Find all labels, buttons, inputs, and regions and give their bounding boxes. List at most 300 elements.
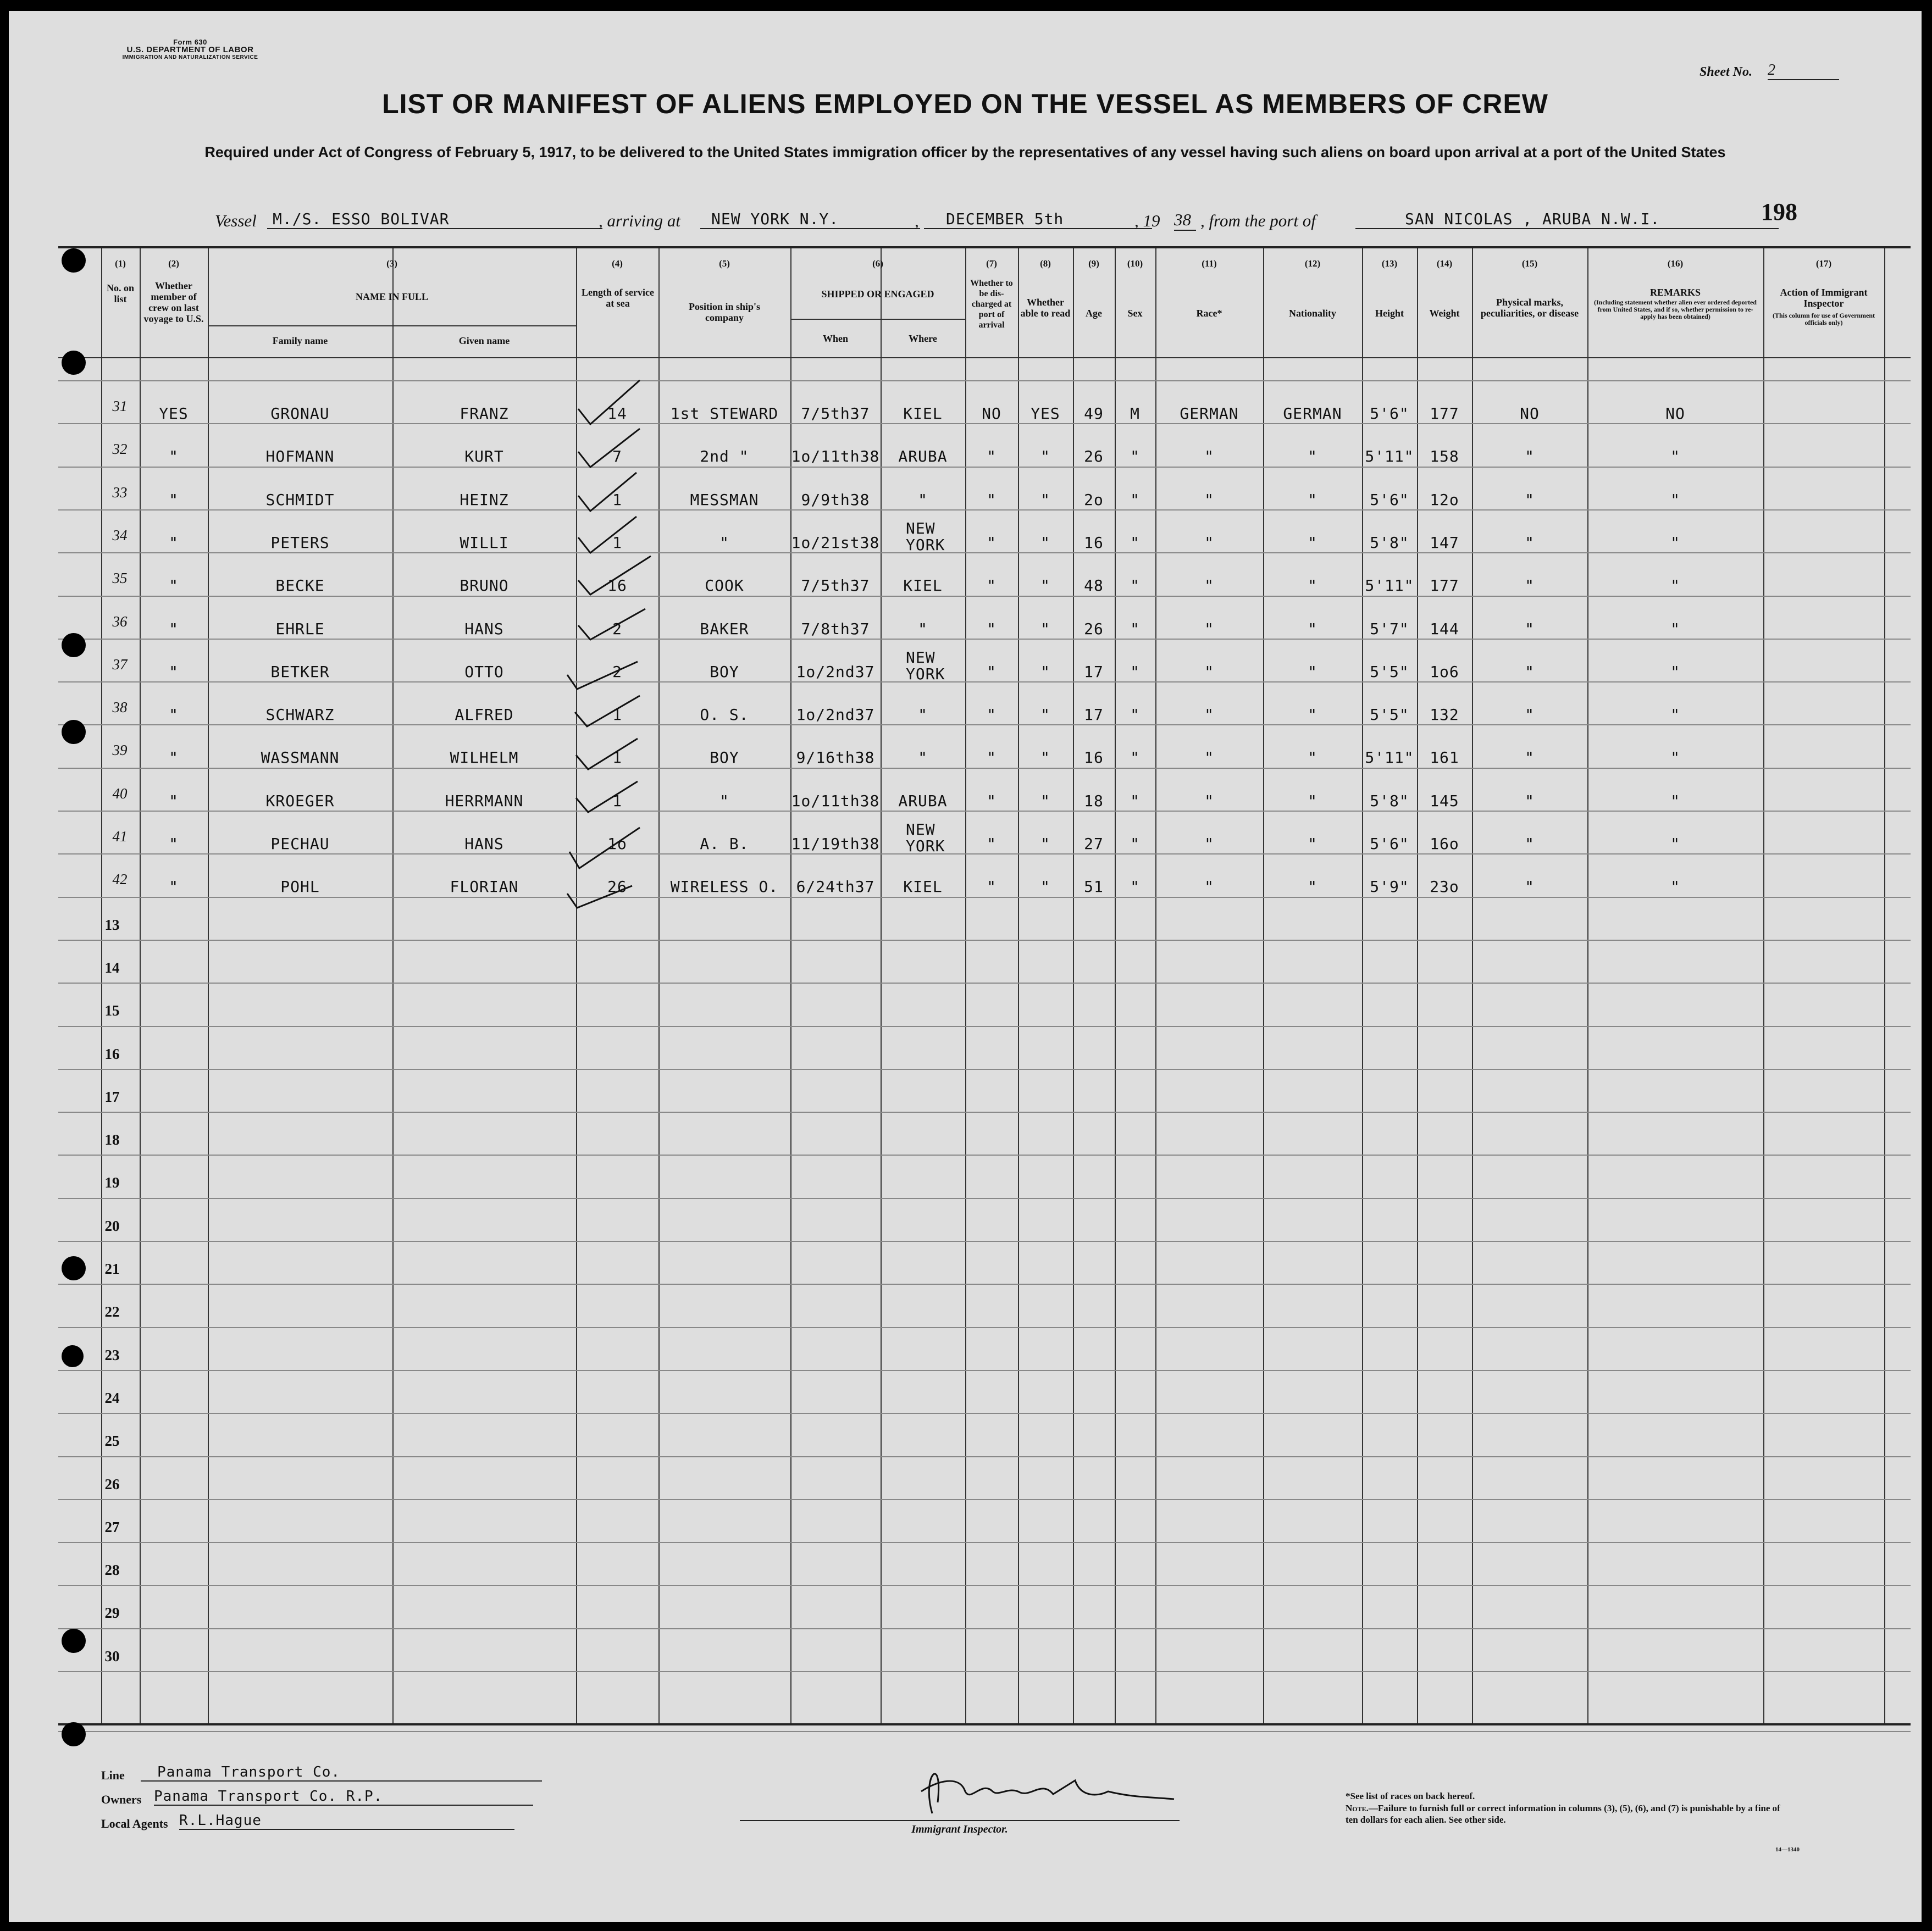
cell-given: HEINZ [460, 491, 509, 509]
cell-race: " [1204, 534, 1214, 552]
cell-height: 5'9" [1370, 878, 1409, 896]
manifest-sheet: Form 630 U.S. DEPARTMENT OF LABOR IMMIGRATION AND NATURALIZATION SERVICE Sheet No. 2 LIST OR MANIFEST OF ALIENS EMPLOYED ON THE VESSEL AS MEMBERS OF CREW Required under Act of Congress of February 5, 1917, to be delivered to the United States immigration officer by the representatives of any vessel having such aliens on board upon arrival at a port of the United States Vessel M./S. ESSO BOLIVAR , arriving at NEW YORK N.Y. , DECEMBER 5th , 19 38 , from the port of SAN NICOLAS , ARUBA N.W.I. 198 (1) No. on list (2) Whether member of crew on last voyage to U.S. (3) NAME IN FULL Family name Given name (4) Length of service at sea (5) Position in ship's company (6) SHIPPED OR ENGAGED When Where (7) Whether to be dis-charged at port of arrival (8) Whether able to read (9) Age (10) Sex (11) Race* (12) Nationality (13) Height (14) Weight (15) Physical marks, peculiarities, or disease (16) REMARKS (Including statement whether alien ever ordered deported from United States, and if so, whether permission to re-apply has been obtained) (17) Action of Immigrant Inspector (This column for use of Government officials only) 31 YES GRONAU FRANZ 14 1st STEWARD 7/5th37 KIEL NO YES 49 M GERMAN GERMAN 5'6" 177 NO NO 32 " HOFMANN KURT 7 2nd " 1o/11th38 ARUBA " " 26 " " " 5'11" 158 " " 33 " SCHMIDT HEINZ 1 MESSMAN 9/9th38 " " " 2o " " " 5'6" 12o " " 34 " PETERS WILLI 1 " 1o/21st38 NEW YORK " " 16 " " " 5'8" 147 " " 35 " BECKE BRUNO 16 COOK 7/5th37 KIEL " " 48 " " " 5'11" 177 " " 36 " EHRLE HANS 2 BAKER 7/8th37 " " " 26 " " " 5'7" 144 " " 37 " BETKER OTTO 2 BOY 1o/2nd37 NEW YORK " " 17 " " " 5'5" 1o6 " " 38 " SCHWARZ ALFRED 1 O. S. 1o/2nd37 " " " 17 " " " 5'5" 132 " " 39 " WASSMANN WILHELM 1 BOY 9/16th38 " " " 16 " " " 5'11" 161 " " 40 " KROEGER HERRMANN 1 " 1o/11th38 ARUBA " " 18 " " " 5'8" 145 " " 41 " PECHAU HANS 1o A. B. 11/19th38 NEW YORK " " 27 " " " 5'6" 16o " " 42 " POHL FLORIAN 26 WIRELESS O. 6/24th37 KIEL " " 51 " " " 5'9" 23o " " 13 14 15 16 17 18 19 20 21 22 23 24 25 26 27 28 29 30 Line Panama Transport Co. Owners Panama Transport Co. R.P. Local Agents R.L.Hague Immigrant Inspector. *See list of races on back hereof. Note.—Failure to furnish full or correct information in columns (3), (5), (6), and (7) is punishable by a fine of ten dollars for each alien. See other side. 14—1340 [9, 11, 1922, 1922]
arrival-date: DECEMBER 5th [924, 210, 1152, 229]
line-company: Panama Transport Co. [141, 1764, 542, 1782]
cell-discharged: " [987, 534, 997, 552]
cell-discharged: " [987, 835, 997, 853]
cell-prev: " [169, 706, 179, 724]
line-label: Line [101, 1768, 125, 1782]
arrival-port: NEW YORK N.Y. [700, 210, 920, 229]
cell-height: 5'8" [1370, 534, 1409, 552]
cell-discharged: " [987, 792, 997, 810]
col-header-remarks-note: (Including statement whether alien ever ordered deported from United States, and if so, whether permission to re-apply has been obtained) [1594, 298, 1757, 320]
cell-position: BOY [710, 663, 739, 681]
cell-when: 9/9th38 [801, 491, 870, 509]
row-number: 32 [112, 441, 128, 457]
cell-age: 18 [1084, 792, 1104, 810]
cell-height: 5'11" [1365, 576, 1414, 595]
cell-nationality: " [1308, 835, 1317, 853]
col14-number: (14) [1436, 258, 1453, 269]
cell-service: 1 [612, 792, 622, 810]
cell-where: " [918, 491, 928, 509]
cell-when: 7/5th37 [801, 576, 870, 595]
departure-port: SAN NICOLAS , ARUBA N.W.I. [1355, 210, 1779, 229]
cell-discharged: " [987, 491, 997, 509]
cell-sex: " [1130, 447, 1140, 465]
cell-nationality: " [1308, 663, 1317, 681]
cell-age: 17 [1084, 663, 1104, 681]
local-agents-label: Local Agents [101, 1817, 168, 1830]
cell-weight: 145 [1430, 792, 1459, 810]
cell-sex: " [1130, 706, 1140, 724]
inspector-label: Immigrant Inspector. [911, 1823, 1008, 1835]
form-number: Form 630 [173, 38, 207, 46]
col-header-read: Whether able to read [1020, 297, 1071, 319]
cell-weight: 1o6 [1430, 663, 1459, 681]
cell-family: KROEGER [265, 792, 335, 810]
arriving-label: , arriving at [599, 211, 680, 230]
cell-prev: " [169, 748, 179, 767]
punch-hole [62, 720, 86, 744]
cell-where: KIEL [903, 878, 943, 896]
empty-row-number: 30 [104, 1648, 120, 1664]
empty-row-number: 18 [104, 1131, 120, 1148]
cell-remarks: NO [1665, 404, 1685, 423]
cell-when: 1o/21st38 [791, 534, 880, 552]
cell-given: ALFRED [455, 706, 514, 724]
cell-where: " [918, 706, 928, 724]
cell-weight: 177 [1430, 404, 1459, 423]
cell-given: KURT [464, 447, 504, 465]
cell-marks: " [1525, 792, 1535, 810]
row-number: 41 [112, 828, 128, 845]
cell-race: " [1204, 576, 1214, 595]
cell-nationality: " [1308, 447, 1317, 465]
cell-read: " [1040, 663, 1050, 681]
punch-hole [62, 248, 86, 273]
col-header-weight: Weight [1429, 308, 1460, 319]
row-number: 35 [112, 570, 128, 586]
cell-height: 5'11" [1365, 447, 1414, 465]
cell-marks: NO [1520, 404, 1540, 423]
empty-row-number: 29 [104, 1605, 120, 1621]
cell-height: 5'6" [1370, 835, 1409, 853]
cell-discharged: " [987, 706, 997, 724]
row-number: 42 [112, 871, 128, 887]
cell-service: 1 [612, 748, 622, 767]
cell-position: 2nd " [700, 447, 749, 465]
cell-read: " [1040, 447, 1050, 465]
cell-service: 26 [607, 878, 627, 896]
cell-height: 5'7" [1370, 620, 1409, 638]
cell-marks: " [1525, 447, 1535, 465]
row-number: 34 [112, 527, 128, 543]
cell-discharged: " [987, 620, 997, 638]
punch-hole [62, 351, 86, 375]
cell-service: 2 [612, 620, 622, 638]
cell-remarks: " [1670, 835, 1680, 853]
cell-sex: M [1130, 404, 1140, 423]
cell-service: 1 [612, 706, 622, 724]
note-text: —Failure to furnish full or correct information in columns (3), (5), (6), and (7) is punishable by a fine of ten dollars for each alien. See other side. [1346, 1803, 1780, 1825]
col-header-sex: Sex [1127, 308, 1143, 319]
row-number: 38 [112, 699, 128, 715]
vessel-label: Vessel [215, 211, 257, 230]
cell-marks: " [1525, 620, 1535, 638]
cell-read: " [1040, 534, 1050, 552]
col-header-physical-marks: Physical marks, peculiarities, or disease [1480, 297, 1579, 319]
cell-discharged: " [987, 878, 997, 896]
cell-position: A. B. [700, 835, 749, 853]
cell-read: " [1040, 706, 1050, 724]
cell-remarks: " [1670, 748, 1680, 767]
cell-sex: " [1130, 663, 1140, 681]
cell-sex: " [1130, 748, 1140, 767]
cell-family: GRONAU [270, 404, 330, 423]
cell-weight: 132 [1430, 706, 1459, 724]
cell-height: 5'8" [1370, 792, 1409, 810]
cell-remarks: " [1670, 620, 1680, 638]
cell-age: 16 [1084, 534, 1104, 552]
cell-family: HOFMANN [265, 447, 335, 465]
cell-when: 1o/11th38 [791, 792, 880, 810]
cell-sex: " [1130, 620, 1140, 638]
cell-age: 26 [1084, 447, 1104, 465]
cell-when: 6/24th37 [796, 878, 875, 896]
row-number: 39 [112, 742, 128, 758]
punch-hole [62, 1345, 84, 1367]
cell-service: 1 [612, 491, 622, 509]
col15-number: (15) [1521, 258, 1538, 269]
cell-when: 1o/11th38 [791, 447, 880, 465]
col12-number: (12) [1304, 258, 1321, 269]
cell-remarks: " [1670, 576, 1680, 595]
service-checkmarks [9, 11, 1922, 1922]
cell-nationality: " [1308, 792, 1317, 810]
cell-height: 5'6" [1370, 491, 1409, 509]
cell-family: WASSMANN [261, 748, 340, 767]
cell-nationality: " [1308, 491, 1317, 509]
col13-number: (13) [1381, 258, 1398, 269]
cell-service: 14 [607, 404, 627, 423]
cell-race: " [1204, 792, 1214, 810]
cell-nationality: " [1308, 878, 1317, 896]
punch-hole [62, 633, 86, 657]
cell-where: KIEL [903, 404, 943, 423]
col-header-inspector-action: Action of Immigrant Inspector [1780, 287, 1868, 309]
cell-marks: " [1525, 706, 1535, 724]
cell-race: GERMAN [1180, 404, 1239, 423]
cell-nationality: " [1308, 706, 1317, 724]
cell-service: 7 [612, 447, 622, 465]
cell-nationality: " [1308, 534, 1317, 552]
cell-service: 2 [612, 663, 622, 681]
form-subtitle: Required under Act of Congress of February 5, 1917, to be delivered to the United States immigration officer by the representatives of any vessel having such aliens on board upon arrival at a port of the United States [204, 144, 1726, 160]
cell-given: WILLI [460, 534, 509, 552]
cell-remarks: " [1670, 878, 1680, 896]
cell-prev: " [169, 491, 179, 509]
cell-family: BETKER [270, 663, 330, 681]
cell-sex: " [1130, 878, 1140, 896]
cell-read: " [1040, 835, 1050, 853]
cell-remarks: " [1670, 706, 1680, 724]
cell-sex: " [1130, 534, 1140, 552]
col10-number: (10) [1127, 258, 1143, 269]
cell-weight: 158 [1430, 447, 1459, 465]
cell-weight: 144 [1430, 620, 1459, 638]
cell-race: " [1204, 878, 1214, 896]
col-header-position: Position in ship's company [688, 301, 761, 323]
cell-prev: " [169, 792, 179, 810]
row-number: 33 [112, 484, 128, 501]
owners-label: Owners [101, 1793, 142, 1806]
cell-when: 7/8th37 [801, 620, 870, 638]
failure-note [1346, 1802, 1785, 1825]
empty-row-number: 23 [104, 1347, 120, 1363]
col-header-when: When [822, 333, 848, 344]
cell-prev: " [169, 878, 179, 896]
cell-race: " [1204, 447, 1214, 465]
empty-row-number: 15 [104, 1002, 120, 1019]
cell-age: 48 [1084, 576, 1104, 595]
cell-prev: " [169, 835, 179, 853]
cell-read: " [1040, 748, 1050, 767]
cell-remarks: " [1670, 792, 1680, 810]
cell-position: " [719, 792, 729, 810]
col5-number: (5) [719, 258, 730, 269]
cell-sex: " [1130, 835, 1140, 853]
col3-number: (3) [386, 258, 397, 269]
cell-when: 11/19th38 [791, 835, 880, 853]
cell-read: YES [1031, 404, 1060, 423]
col-header-list-number: No. on list [106, 282, 134, 304]
cell-position: WIRELESS O. [670, 878, 779, 896]
empty-row-number: 28 [104, 1562, 120, 1578]
cell-family: BECKE [275, 576, 325, 595]
cell-age: 2o [1084, 491, 1104, 509]
cell-given: HANS [464, 620, 504, 638]
col17-number: (17) [1815, 258, 1832, 269]
punch-hole [62, 1629, 86, 1653]
cell-read: " [1040, 576, 1050, 595]
punch-hole [62, 1256, 86, 1280]
cell-position: O. S. [700, 706, 749, 724]
col8-number: (8) [1040, 258, 1051, 269]
cell-remarks: " [1670, 663, 1680, 681]
cell-when: 9/16th38 [796, 748, 875, 767]
cell-prev: " [169, 620, 179, 638]
col9-number: (9) [1088, 258, 1099, 269]
from-port-label: , from the port of [1200, 211, 1316, 230]
cell-when: 1o/2nd37 [796, 706, 875, 724]
cell-age: 49 [1084, 404, 1104, 423]
year-prefix: , 19 [1134, 211, 1160, 230]
cell-discharged: " [987, 748, 997, 767]
local-agents: R.L.Hague [179, 1812, 514, 1830]
owners-company: Panama Transport Co. R.P. [154, 1788, 533, 1806]
sheet-number: 2 [1768, 62, 1839, 80]
col-header-nationality: Nationality [1288, 308, 1336, 319]
empty-row-number: 20 [104, 1218, 120, 1234]
cell-weight: 12o [1430, 491, 1459, 509]
note-label: Note. [1346, 1803, 1369, 1813]
col11-number: (11) [1202, 258, 1217, 269]
cell-where: KIEL [903, 576, 943, 595]
cell-nationality: " [1308, 620, 1317, 638]
cell-prev: " [169, 534, 179, 552]
col1-number: (1) [115, 258, 126, 269]
empty-row-number: 21 [104, 1261, 120, 1277]
cell-position: MESSMAN [690, 491, 759, 509]
cell-age: 51 [1084, 878, 1104, 896]
cell-discharged: " [987, 663, 997, 681]
cell-height: 5'5" [1370, 663, 1409, 681]
cell-position: COOK [705, 576, 744, 595]
empty-row-number: 16 [104, 1046, 120, 1062]
cell-sex: " [1130, 491, 1140, 509]
cell-position: 1st STEWARD [670, 404, 779, 423]
cell-given: WILHELM [450, 748, 519, 767]
cell-race: " [1204, 748, 1214, 767]
empty-row-number: 13 [104, 917, 120, 933]
cell-race: " [1204, 491, 1214, 509]
cell-age: 26 [1084, 620, 1104, 638]
service: IMMIGRATION AND NATURALIZATION SERVICE [122, 54, 258, 60]
cell-given: HERRMANN [445, 792, 524, 810]
cell-race: " [1204, 706, 1214, 724]
cell-family: PETERS [270, 534, 330, 552]
cell-when: 1o/2nd37 [796, 663, 875, 681]
cell-weight: 161 [1430, 748, 1459, 767]
cell-height: 5'5" [1370, 706, 1409, 724]
empty-row-number: 26 [104, 1476, 120, 1492]
cell-height: 5'6" [1370, 404, 1409, 423]
cell-discharged: " [987, 576, 997, 595]
cell-sex: " [1130, 792, 1140, 810]
empty-row-number: 19 [104, 1174, 120, 1191]
cell-given: HANS [464, 835, 504, 853]
col-header-height: Height [1375, 308, 1404, 319]
cell-remarks: " [1670, 534, 1680, 552]
cell-when: 7/5th37 [801, 404, 870, 423]
row-number: 36 [112, 613, 128, 630]
cell-weight: 23o [1430, 878, 1459, 896]
cell-read: " [1040, 620, 1050, 638]
col-header-family-name: Family name [272, 335, 328, 346]
col-header-service-length: Length of service at sea [582, 287, 654, 309]
row-number: 37 [112, 656, 128, 673]
races-note: *See list of races on back hereof. [1346, 1791, 1475, 1801]
cell-where: NEW YORK [906, 648, 945, 683]
empty-row-number: 14 [104, 959, 120, 976]
stamp-number: 198 [1761, 198, 1797, 225]
cell-nationality: " [1308, 748, 1317, 767]
cell-marks: " [1525, 491, 1535, 509]
form-title: LIST OR MANIFEST OF ALIENS EMPLOYED ON THE VESSEL AS MEMBERS OF CREW [382, 88, 1548, 119]
punch-hole [62, 1722, 86, 1746]
cell-age: 27 [1084, 835, 1104, 853]
cell-where: NEW YORK [906, 820, 945, 855]
cell-where: ARUBA [898, 447, 948, 465]
cell-marks: " [1525, 878, 1535, 896]
col-header-previous-voyage: Whether member of crew on last voyage to U.S. [143, 280, 204, 324]
cell-discharged: NO [982, 404, 1001, 423]
cell-prev: " [169, 663, 179, 681]
col-header-inspector-note: (This column for use of Government officials only) [1772, 312, 1875, 326]
cell-discharged: " [987, 447, 997, 465]
cell-where: NEW YORK [906, 519, 945, 554]
cell-prev: " [169, 576, 179, 595]
cell-family: PECHAU [270, 835, 330, 853]
cell-race: " [1204, 835, 1214, 853]
print-code: 14—1340 [1775, 1846, 1800, 1853]
cell-weight: 16o [1430, 835, 1459, 853]
col-header-race: Race* [1196, 308, 1222, 319]
cell-marks: " [1525, 748, 1535, 767]
cell-marks: " [1525, 576, 1535, 595]
checkmark-icon [567, 380, 651, 908]
cell-prev: " [169, 447, 179, 465]
row-number: 31 [112, 398, 128, 414]
cell-marks: " [1525, 534, 1535, 552]
sheet-number-label: Sheet No. [1700, 65, 1752, 79]
cell-family: SCHWARZ [265, 706, 335, 724]
row-number: 40 [112, 785, 128, 802]
cell-family: POHL [280, 878, 320, 896]
empty-row-number: 24 [104, 1390, 120, 1406]
cell-remarks: " [1670, 447, 1680, 465]
col-header-shipped: SHIPPED OR ENGAGED [821, 288, 934, 299]
arrival-year: 38 [1174, 210, 1196, 231]
cell-sex: " [1130, 576, 1140, 595]
cell-where: ARUBA [898, 792, 948, 810]
cell-race: " [1204, 620, 1214, 638]
col-header-given-name: Given name [458, 335, 510, 346]
cell-nationality: GERMAN [1283, 404, 1342, 423]
cell-height: 5'11" [1365, 748, 1414, 767]
cell-read: " [1040, 878, 1050, 896]
department: U.S. DEPARTMENT OF LABOR [126, 45, 254, 54]
cell-given: BRUNO [460, 576, 509, 595]
col-header-age: Age [1086, 308, 1102, 319]
col4-number: (4) [612, 258, 623, 269]
col-header-where: Where [909, 333, 937, 344]
cell-where: " [918, 620, 928, 638]
inspector-signature [899, 1742, 1185, 1830]
vessel-name: M./S. ESSO BOLIVAR [267, 210, 602, 229]
empty-row-number: 25 [104, 1433, 120, 1449]
empty-row-number: 22 [104, 1303, 120, 1320]
cell-nationality: " [1308, 576, 1317, 595]
cell-marks: " [1525, 663, 1535, 681]
cell-given: OTTO [464, 663, 504, 681]
cell-where: " [918, 748, 928, 767]
cell-position: " [719, 534, 729, 552]
cell-age: 17 [1084, 706, 1104, 724]
cell-family: SCHMIDT [265, 491, 335, 509]
col6-number: (6) [872, 258, 883, 269]
cell-race: " [1204, 663, 1214, 681]
col7-number: (7) [986, 258, 997, 269]
cell-service: 16 [607, 576, 627, 595]
cell-position: BAKER [700, 620, 749, 638]
cell-service: 1o [607, 835, 627, 853]
col2-number: (2) [168, 258, 179, 269]
cell-age: 16 [1084, 748, 1104, 767]
cell-read: " [1040, 491, 1050, 509]
col-header-name: NAME IN FULL [355, 291, 428, 302]
cell-given: FLORIAN [450, 878, 519, 896]
